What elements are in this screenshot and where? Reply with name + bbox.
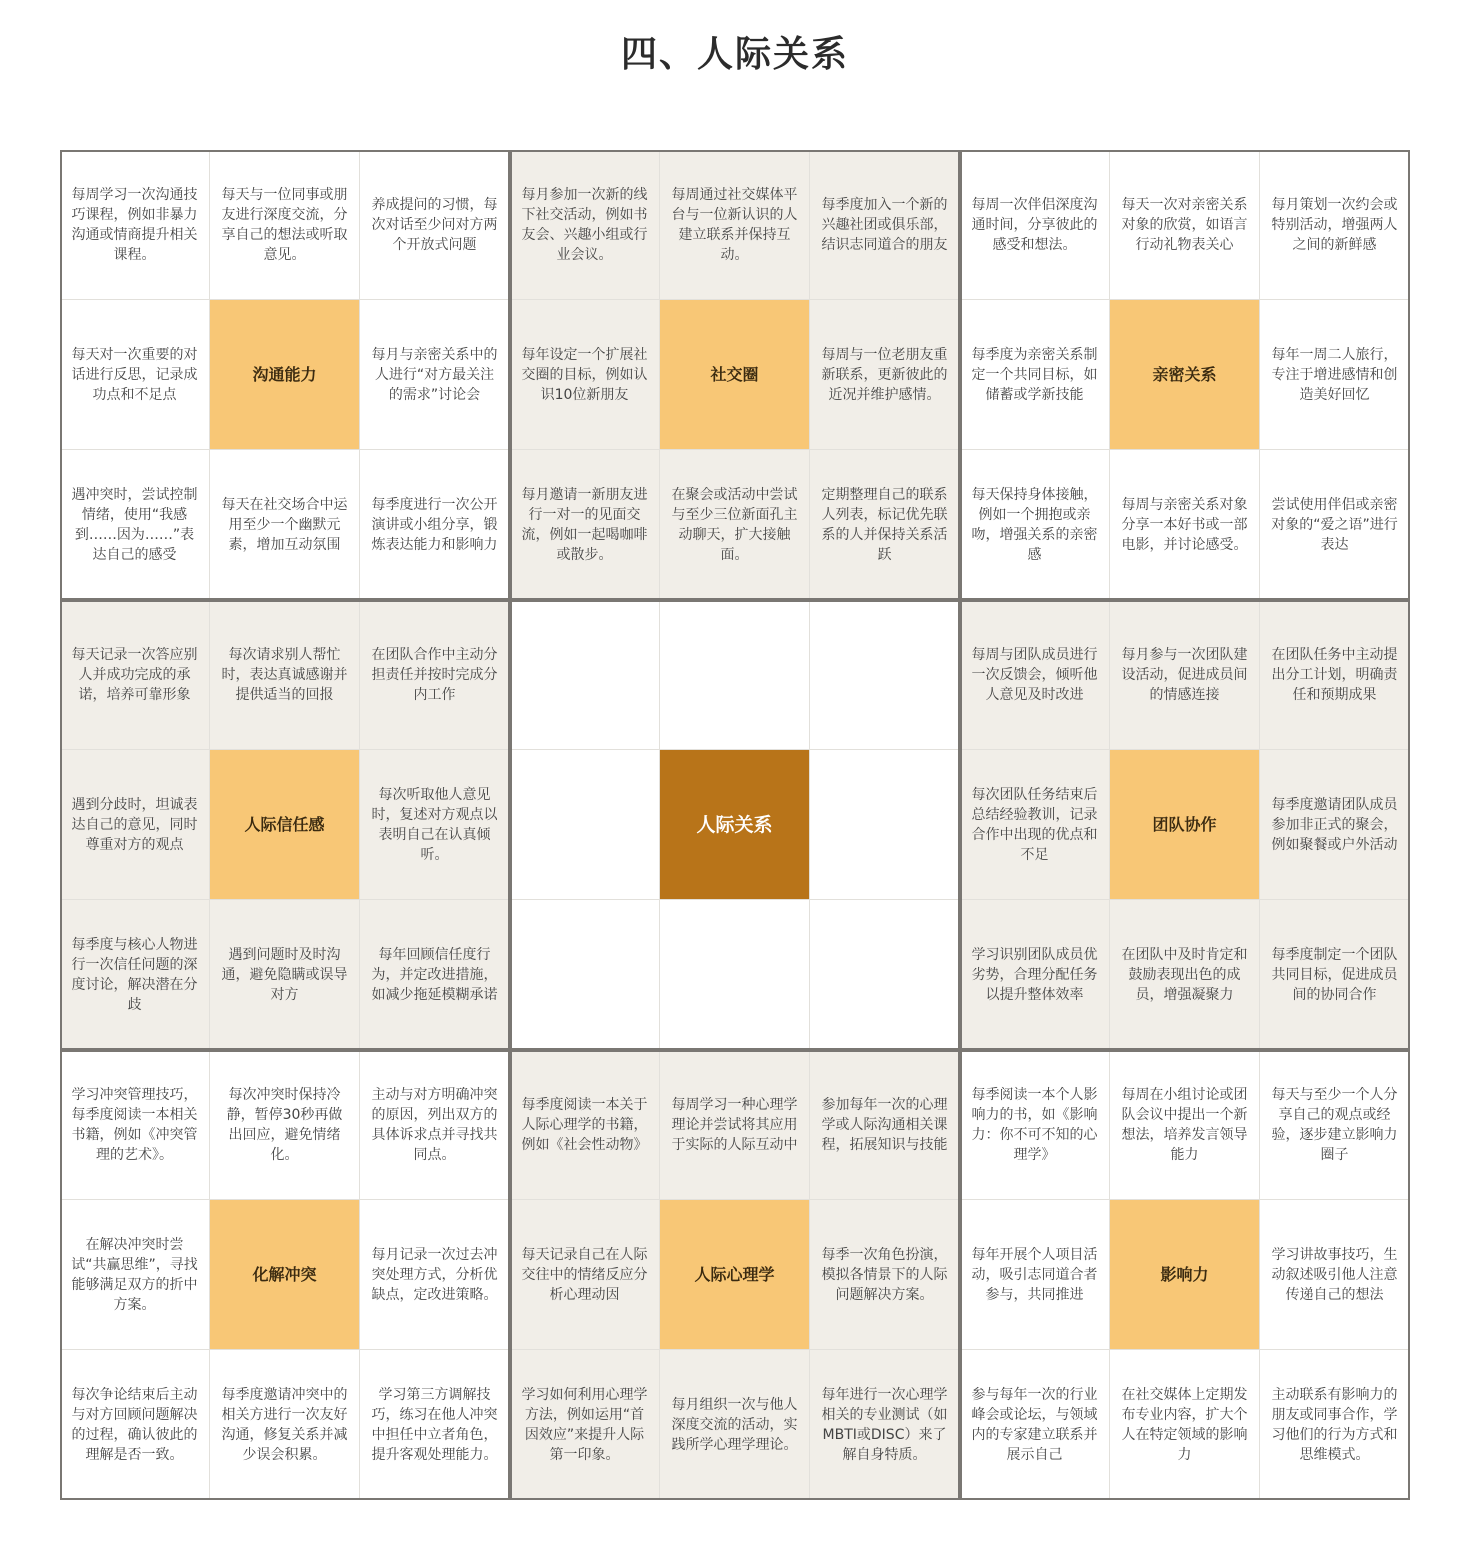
- action-item-cell: 学习识别团队成员优劣势，合理分配任务以提升整体效率: [960, 900, 1110, 1050]
- action-item-cell: 每月与亲密关系中的人进行“对方最关注的需求”讨论会: [360, 300, 510, 450]
- sub-theme-cell: 化解冲突: [210, 1200, 360, 1350]
- empty-cell: [510, 600, 660, 750]
- action-item-cell: 尝试使用伴侣或亲密对象的“爱之语”进行表达: [1260, 450, 1410, 600]
- action-item-cell: 遇到问题时及时沟通，避免隐瞒或误导对方: [210, 900, 360, 1050]
- center-theme-cell: 人际关系: [660, 750, 810, 900]
- action-item-cell: 每周在小组讨论或团队会议中提出一个新想法，培养发言领导能力: [1110, 1050, 1260, 1200]
- empty-cell: [810, 600, 960, 750]
- action-item-cell: 养成提问的习惯，每次对话至少问对方两个开放式问题: [360, 150, 510, 300]
- sub-theme-cell: 亲密关系: [1110, 300, 1260, 450]
- action-item-cell: 每季度邀请团队成员参加非正式的聚会，例如聚餐或户外活动: [1260, 750, 1410, 900]
- action-item-cell: 每周学习一次沟通技巧课程，例如非暴力沟通或情商提升相关课程。: [60, 150, 210, 300]
- sub-theme-cell: 影响力: [1110, 1200, 1260, 1350]
- sub-theme-cell: 人际信任感: [210, 750, 360, 900]
- action-item-cell: 每季度加入一个新的兴趣社团或俱乐部，结识志同道合的朋友: [810, 150, 960, 300]
- sub-theme-cell: 社交圈: [660, 300, 810, 450]
- action-item-cell: 每次冲突时保持冷静，暂停30秒再做出回应，避免情绪化。: [210, 1050, 360, 1200]
- action-item-cell: 每月记录一次过去冲突处理方式，分析优缺点，定改进策略。: [360, 1200, 510, 1350]
- action-item-cell: 每月参与一次团队建设活动，促进成员间的情感连接: [1110, 600, 1260, 750]
- empty-cell: [810, 900, 960, 1050]
- action-item-cell: 每季度阅读一本关于人际心理学的书籍，例如《社会性动物》: [510, 1050, 660, 1200]
- action-item-cell: 每年进行一次心理学相关的专业测试（如MBTI或DISC）来了解自身特质。: [810, 1350, 960, 1500]
- action-item-cell: 每季度邀请冲突中的相关方进行一次友好沟通，修复关系并减少误会积累。: [210, 1350, 360, 1500]
- action-item-cell: 每季度为亲密关系制定一个共同目标，如储蓄或学新技能: [960, 300, 1110, 450]
- action-item-cell: 每天与至少一个人分享自己的观点或经验，逐步建立影响力圈子: [1260, 1050, 1410, 1200]
- action-item-cell: 每年开展个人项目活动，吸引志同道合者参与，共同推进: [960, 1200, 1110, 1350]
- action-item-cell: 在社交媒体上定期发布专业内容，扩大个人在特定领域的影响力: [1110, 1350, 1260, 1500]
- action-item-cell: 每天保持身体接触，例如一个拥抱或亲吻，增强关系的亲密感: [960, 450, 1110, 600]
- action-item-cell: 每月组织一次与他人深度交流的活动，实践所学心理学理论。: [660, 1350, 810, 1500]
- action-item-cell: 学习第三方调解技巧，练习在他人冲突中担任中立者角色，提升客观处理能力。: [360, 1350, 510, 1500]
- action-item-cell: 参加每年一次的心理学或人际沟通相关课程，拓展知识与技能: [810, 1050, 960, 1200]
- empty-cell: [510, 750, 660, 900]
- action-item-cell: 每天记录自己在人际交往中的情绪反应分析心理动因: [510, 1200, 660, 1350]
- action-item-cell: 在团队中及时肯定和鼓励表现出色的成员，增强凝聚力: [1110, 900, 1260, 1050]
- action-item-cell: 学习冲突管理技巧，每季度阅读一本相关书籍，例如《冲突管理的艺术》。: [60, 1050, 210, 1200]
- sub-theme-cell: 沟通能力: [210, 300, 360, 450]
- action-item-cell: 每季一次角色扮演，模拟各情景下的人际问题解决方案。: [810, 1200, 960, 1350]
- action-item-cell: 每年一周二人旅行，专注于增进感情和创造美好回忆: [1260, 300, 1410, 450]
- action-item-cell: 每周一次伴侣深度沟通时间，分享彼此的感受和想法。: [960, 150, 1110, 300]
- action-item-cell: 每周学习一种心理学理论并尝试将其应用于实际的人际互动中: [660, 1050, 810, 1200]
- action-item-cell: 每季度制定一个团队共同目标，促进成员间的协同合作: [1260, 900, 1410, 1050]
- empty-cell: [660, 600, 810, 750]
- action-item-cell: 每周与一位老朋友重新联系，更新彼此的近况并维护感情。: [810, 300, 960, 450]
- sub-theme-cell: 团队协作: [1110, 750, 1260, 900]
- action-item-cell: 在团队合作中主动分担责任并按时完成分内工作: [360, 600, 510, 750]
- action-item-cell: 在团队任务中主动提出分工计划，明确责任和预期成果: [1260, 600, 1410, 750]
- action-item-cell: 每天对一次重要的对话进行反思，记录成功点和不足点: [60, 300, 210, 450]
- action-item-cell: 每周与亲密关系对象分享一本好书或一部电影，并讨论感受。: [1110, 450, 1260, 600]
- action-item-cell: 在解决冲突时尝试“共赢思维”，寻找能够满足双方的折中方案。: [60, 1200, 210, 1350]
- action-item-cell: 每天记录一次答应别人并成功完成的承诺，培养可靠形象: [60, 600, 210, 750]
- action-item-cell: 参与每年一次的行业峰会或论坛，与领域内的专家建立联系并展示自己: [960, 1350, 1110, 1500]
- action-item-cell: 每月参加一次新的线下社交活动，例如书友会、兴趣小组或行业会议。: [510, 150, 660, 300]
- action-item-cell: 在聚会或活动中尝试与至少三位新面孔主动聊天，扩大接触面。: [660, 450, 810, 600]
- action-item-cell: 每次团队任务结束后总结经验教训，记录合作中出现的优点和不足: [960, 750, 1110, 900]
- action-item-cell: 每年回顾信任度行为，并定改进措施，如减少拖延模糊承诺: [360, 900, 510, 1050]
- empty-cell: [510, 900, 660, 1050]
- page-title: 四、人际关系: [620, 34, 849, 75]
- action-item-cell: 遇冲突时，尝试控制情绪，使用“我感到……因为……”表达自己的感受: [60, 450, 210, 600]
- action-item-cell: 每年设定一个扩展社交圈的目标，例如认识10位新朋友: [510, 300, 660, 450]
- action-item-cell: 每次请求别人帮忙时，表达真诚感谢并提供适当的回报: [210, 600, 360, 750]
- action-item-cell: 每天一次对亲密关系对象的欣赏，如语言行动礼物表关心: [1110, 150, 1260, 300]
- action-item-cell: 学习如何利用心理学方法，例如运用“首因效应”来提升人际第一印象。: [510, 1350, 660, 1500]
- action-item-cell: 每天与一位同事或朋友进行深度交流，分享自己的想法或听取意见。: [210, 150, 360, 300]
- mandala-chart-grid: [60, 150, 1410, 1500]
- action-item-cell: 每季阅读一本个人影响力的书，如《影响力：你不可不知的心理学》: [960, 1050, 1110, 1200]
- action-item-cell: 每月策划一次约会或特别活动，增强两人之间的新鲜感: [1260, 150, 1410, 300]
- action-item-cell: 每次听取他人意见时，复述对方观点以表明自己在认真倾听。: [360, 750, 510, 900]
- action-item-cell: 每季度进行一次公开演讲或小组分享，锻炼表达能力和影响力: [360, 450, 510, 600]
- action-item-cell: 每月邀请一新朋友进行一对一的见面交流，例如一起喝咖啡或散步。: [510, 450, 660, 600]
- action-item-cell: 每季度与核心人物进行一次信任问题的深度讨论，解决潜在分歧: [60, 900, 210, 1050]
- empty-cell: [660, 900, 810, 1050]
- sub-theme-cell: 人际心理学: [660, 1200, 810, 1350]
- action-item-cell: 定期整理自己的联系人列表，标记优先联系的人并保持关系活跃: [810, 450, 960, 600]
- action-item-cell: 每周通过社交媒体平台与一位新认识的人建立联系并保持互动。: [660, 150, 810, 300]
- action-item-cell: 学习讲故事技巧，生动叙述吸引他人注意传递自己的想法: [1260, 1200, 1410, 1350]
- action-item-cell: 主动与对方明确冲突的原因，列出双方的具体诉求点并寻找共同点。: [360, 1050, 510, 1200]
- action-item-cell: 每次争论结束后主动与对方回顾问题解决的过程，确认彼此的理解是否一致。: [60, 1350, 210, 1500]
- action-item-cell: 每周与团队成员进行一次反馈会，倾听他人意见及时改进: [960, 600, 1110, 750]
- action-item-cell: 遇到分歧时，坦诚表达自己的意见，同时尊重对方的观点: [60, 750, 210, 900]
- action-item-cell: 主动联系有影响力的朋友或同事合作，学习他们的行为方式和思维模式。: [1260, 1350, 1410, 1500]
- action-item-cell: 每天在社交场合中运用至少一个幽默元素，增加互动氛围: [210, 450, 360, 600]
- empty-cell: [810, 750, 960, 900]
